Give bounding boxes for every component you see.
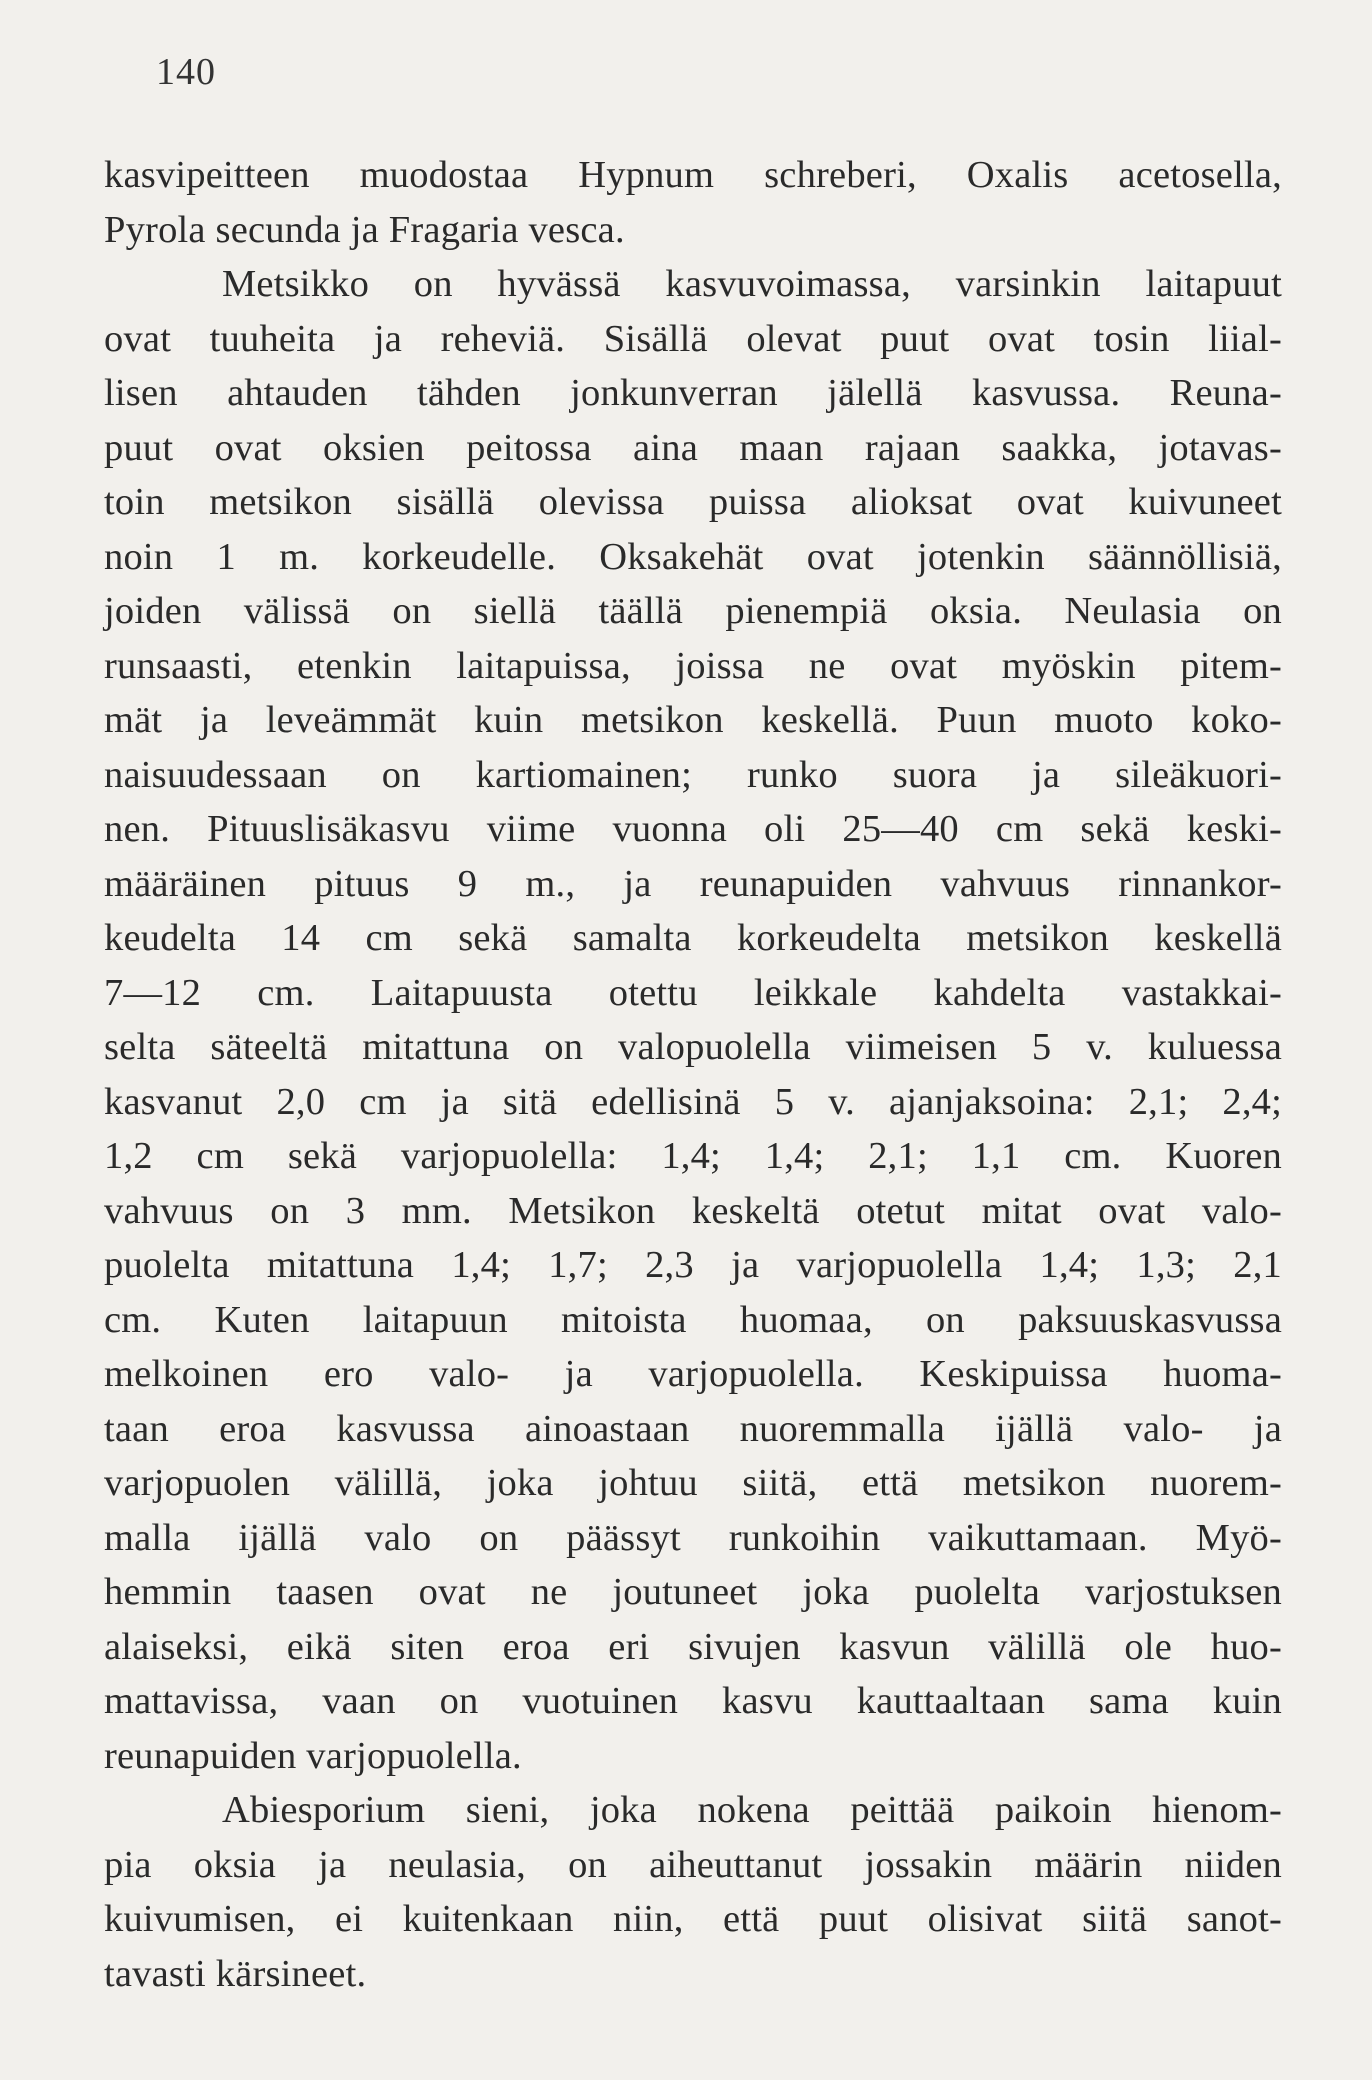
text-line: vahvuus on 3 mm. Metsikon keskeltä otetut mitat ovat valo- <box>104 1189 1282 1232</box>
text-line: pia oksia ja neulasia, on aiheuttanut jossakin määrin niiden <box>104 1843 1282 1886</box>
text-line: cm. Kuten laitapuun mitoista huomaa, on paksuuskasvussa <box>104 1298 1282 1341</box>
text-line: 7—12 cm. Laitapuusta otettu leikkale kahdelta vastakkai- <box>104 971 1282 1014</box>
text-line: puolelta mitattuna 1,4; 1,7; 2,3 ja varjopuolella 1,4; 1,3; 2,1 <box>104 1244 1282 1286</box>
text-line: tavasti kärsineet. <box>104 1952 367 1995</box>
text-line: varjopuolen välillä, joka johtuu siitä, että metsikon nuorem- <box>104 1462 1282 1504</box>
text-line: kuivumisen, ei kuitenkaan niin, että puut olisivat siitä sanot- <box>104 1898 1282 1940</box>
text-line: kasvanut 2,0 cm ja sitä edellisinä 5 v. ajanjaksoina: 2,1; 2,4; <box>104 1080 1282 1123</box>
text-line: taan eroa kasvussa ainoastaan nuoremmalla ijällä valo- ja <box>104 1407 1282 1450</box>
text-line: mät ja leveämmät kuin metsikon keskellä. Puun muoto koko- <box>104 699 1282 741</box>
body-text <box>104 148 1282 2001</box>
text-line: melkoinen ero valo- ja varjopuolella. Keskipuissa huoma- <box>104 1353 1282 1395</box>
text-line: Pyrola secunda ja Fragaria vesca. <box>104 208 625 251</box>
text-line: naisuudessaan on kartiomainen; runko suora ja sileäkuori- <box>104 753 1282 796</box>
text-line: alaiseksi, eikä siten eroa eri sivujen kasvun välillä ole huo- <box>104 1625 1282 1668</box>
text-line: määräinen pituus 9 m., ja reunapuiden vahvuus rinnankor- <box>104 862 1282 905</box>
text-line: joiden välissä on siellä täällä pienempiä oksia. Neulasia on <box>104 590 1282 632</box>
text-line: nen. Pituuslisäkasvu viime vuonna oli 25—40 cm sekä keski- <box>104 808 1282 850</box>
text-line: mattavissa, vaan on vuotuinen kasvu kauttaaltaan sama kuin <box>104 1680 1282 1722</box>
text-line: hemmin taasen ovat ne joutuneet joka puolelta varjostuksen <box>104 1571 1282 1613</box>
page-number: 140 <box>156 51 216 93</box>
paragraph-start-line: Abiesporium sieni, joka nokena peittää paikoin hienom- <box>222 1789 1282 1831</box>
text-line: selta säteeltä mitattuna on valopuolella viimeisen 5 v. kuluessa <box>104 1026 1282 1068</box>
text-line: puut ovat oksien peitossa aina maan rajaan saakka, jotavas- <box>104 426 1282 469</box>
text-line: reunapuiden varjopuolella. <box>104 1734 522 1777</box>
text-line: keudelta 14 cm sekä samalta korkeudelta metsikon keskellä <box>104 917 1282 959</box>
paragraph-start-line: Metsikko on hyvässä kasvuvoimassa, varsinkin laitapuut <box>222 263 1282 305</box>
text-line: noin 1 m. korkeudelle. Oksakehät ovat jotenkin säännöllisiä, <box>104 535 1282 578</box>
text-line: runsaasti, etenkin laitapuissa, joissa ne ovat myöskin pitem- <box>104 644 1282 687</box>
text-line: lisen ahtauden tähden jonkunverran jälellä kasvussa. Reuna- <box>104 372 1282 414</box>
text-line: malla ijällä valo on päässyt runkoihin vaikuttamaan. Myö- <box>104 1516 1282 1559</box>
text-line: 1,2 cm sekä varjopuolella: 1,4; 1,4; 2,1; 1,1 cm. Kuoren <box>104 1135 1282 1177</box>
text-line: toin metsikon sisällä olevissa puissa alioksat ovat kuivuneet <box>104 481 1282 523</box>
text-line: kasvipeitteen muodostaa Hypnum schreberi, Oxalis acetosella, <box>104 154 1282 196</box>
text-line: ovat tuuheita ja reheviä. Sisällä olevat puut ovat tosin liial- <box>104 317 1282 360</box>
